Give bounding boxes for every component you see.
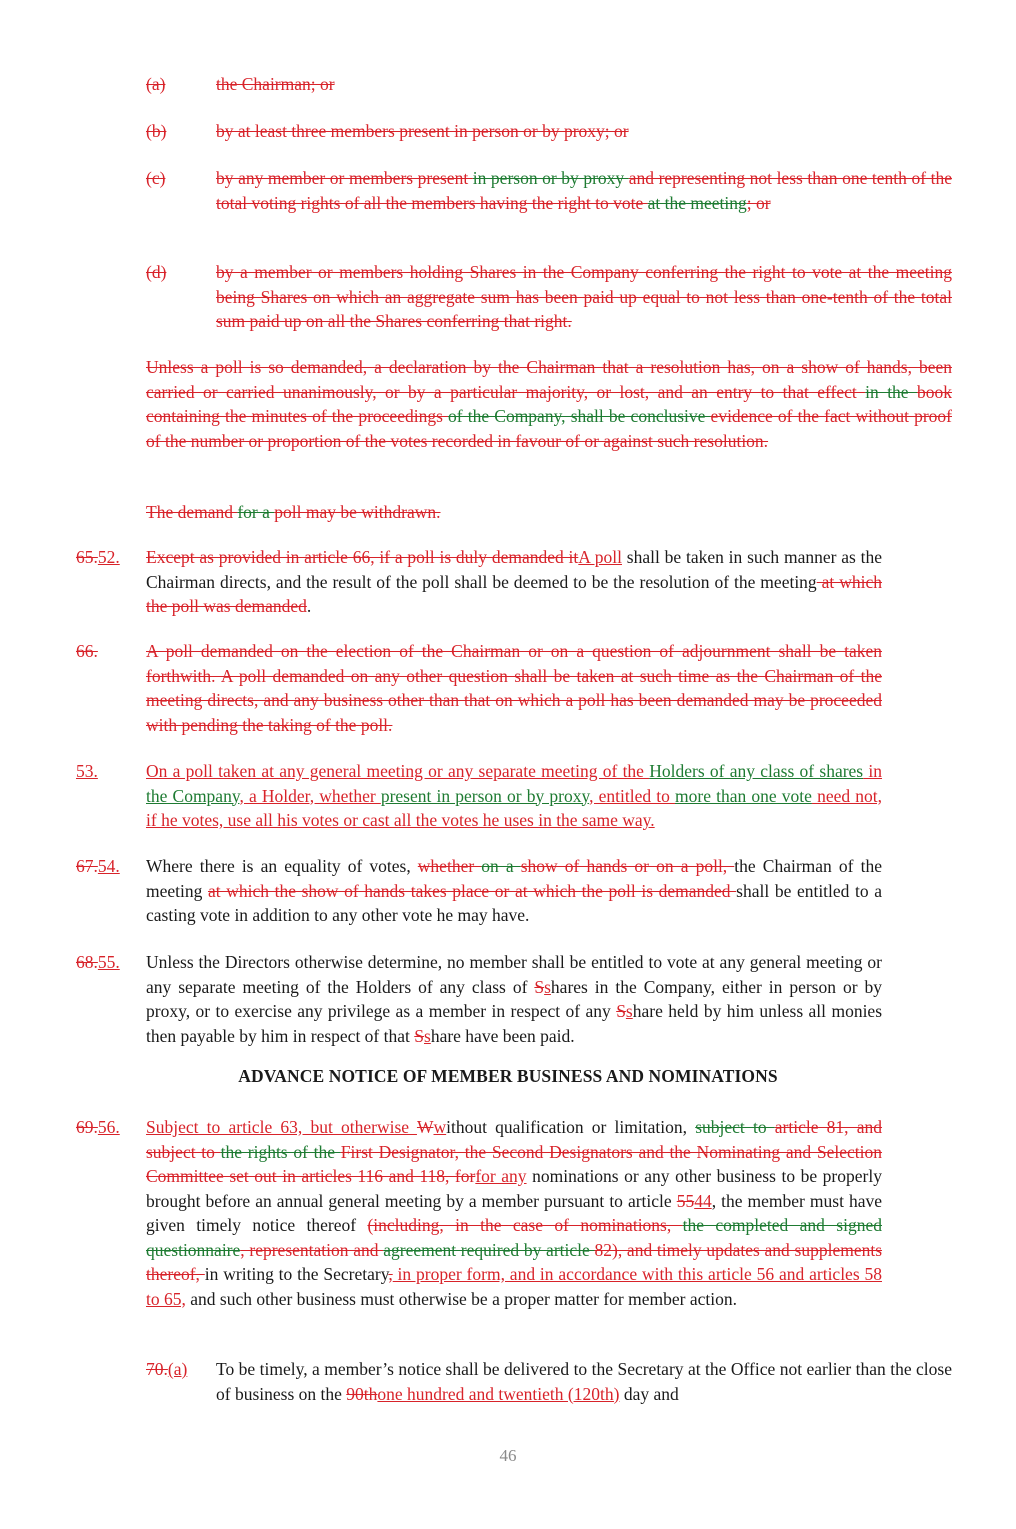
moved-text: at the meeting xyxy=(647,192,747,213)
inserted-text: need not, if he votes, use all his votes or cast all the votes he uses in the same way. xyxy=(146,785,882,830)
deleted-text: , representation and xyxy=(240,1239,384,1260)
article-52 xyxy=(76,545,882,619)
inserted-text: w xyxy=(433,1117,447,1137)
inserted-text: On a poll taken at any general meeting or any separate meeting of the xyxy=(146,761,650,781)
moved-text: for a xyxy=(237,502,275,522)
article-text: hares in the Company, either in person or by proxy, or to exercise any privilege as a member in respect of any xyxy=(146,976,882,1021)
deleted-text: at which the poll was demanded xyxy=(146,571,882,616)
moved-text: the completed and signed questionnaire xyxy=(146,1215,882,1260)
moved-text: on a xyxy=(481,856,521,876)
moved-text: the Company xyxy=(146,785,240,806)
moved-text: agreement required by article xyxy=(383,1239,595,1260)
item-label: (a) xyxy=(146,74,166,94)
deleted-text: and representing not less than one tenth of the total voting rights of all the members having the right to vote xyxy=(216,168,952,213)
deleted-text: W xyxy=(416,1117,434,1137)
old-number: 65. xyxy=(76,547,98,567)
moved-text: subject to xyxy=(695,1117,775,1137)
inserted-text: , entitled to xyxy=(589,785,676,806)
deleted-text: (including, in the case of nominations, xyxy=(367,1215,683,1235)
list-item-b xyxy=(146,119,952,144)
article-text: . xyxy=(306,596,312,616)
article-number xyxy=(76,950,120,975)
article-number xyxy=(76,545,120,570)
moved-text: in person or by proxy xyxy=(472,168,629,188)
deleted-text: ; or xyxy=(746,192,771,213)
deleted-text: poll may be withdrawn. xyxy=(274,502,441,522)
moved-text: present in person or by proxy xyxy=(380,785,590,806)
deleted-text: evidence of the fact without proof of the number or proportion of the votes recorded in favour of or against such resolution. xyxy=(146,406,952,451)
deleted-text: The demand xyxy=(146,502,238,522)
inserted-text: s xyxy=(544,976,551,997)
unless-paragraph xyxy=(146,355,952,453)
deleted-text: Unless a poll is so demanded, a declaration by the Chairman that a resolution has, on a show of hands, been carried or carried unanimously, or by a particular majority, or lost, and an entry to that effect xyxy=(146,357,952,402)
article-54 xyxy=(76,854,882,928)
item-text: by a member or members holding Shares in the Company conferring the right to vote at the meeting being Shares on which an aggregate sum has been paid up equal to not less than one-tenth of the total sum paid up on all the Shares conferring that right. xyxy=(216,262,952,331)
inserted-text: s xyxy=(625,1001,633,1021)
deleted-text: whether xyxy=(417,856,482,876)
item-label: (d) xyxy=(146,262,167,282)
article-number xyxy=(146,1357,187,1382)
list-item-a xyxy=(146,72,952,97)
old-number: 70. xyxy=(146,1359,168,1379)
old-number: 67. xyxy=(76,856,98,876)
item-text: the Chairman; or xyxy=(216,74,335,94)
demand-paragraph xyxy=(146,500,952,525)
article-53 xyxy=(76,759,882,833)
old-number: 69. xyxy=(76,1117,98,1137)
article-66-deleted xyxy=(76,639,882,737)
article-text: in writing to the Secretary xyxy=(204,1264,389,1284)
deleted-text: S xyxy=(534,976,545,997)
article-text: hare have been paid. xyxy=(430,1025,575,1046)
article-number xyxy=(76,854,120,879)
article-text: nominations or any other business to be properly brought before an annual general meeting by a member pursuant to article xyxy=(146,1166,882,1211)
article-text: , the member must have given timely notice thereof xyxy=(146,1190,882,1235)
article-text: shall be entitled to a casting vote in addition to any other vote he may have. xyxy=(146,880,883,925)
inserted-text: 44 xyxy=(694,1190,712,1211)
deleted-text: , xyxy=(388,1264,393,1284)
deleted-text: show of hands or on a poll, xyxy=(520,856,735,876)
deleted-text: 90th xyxy=(346,1383,378,1404)
new-number: 52. xyxy=(97,547,120,567)
deleted-text: First Designator, the Second Designators and the Nominating and Selection Committee set out in articles 116 and 118, for xyxy=(146,1141,883,1186)
deleted-text: book containing the minutes of the proceedings xyxy=(146,381,952,426)
deleted-text: 82), and timely updates and supplements thereof, xyxy=(146,1239,883,1284)
deleted-text: Except as provided in article 66, if a poll is duly demanded it xyxy=(146,547,579,567)
deleted-text: article 81, and subject to xyxy=(146,1117,883,1162)
deleted-text: at which the show of hands takes place or at which the poll is demanded xyxy=(207,880,737,901)
deleted-text: S xyxy=(414,1025,424,1046)
article-text: ithout qualification or limitation, xyxy=(446,1117,696,1137)
article-text: shall be taken in such manner as the Chairman directs, and the result of the poll shall be deemed to be the resolution of the meeting xyxy=(146,547,882,592)
new-number: (a) xyxy=(167,1359,188,1379)
item-label: (c) xyxy=(146,168,166,188)
article-text: and such other business must otherwise be a proper matter for member action. xyxy=(185,1288,737,1309)
page-number: 46 xyxy=(499,1446,517,1465)
article-55 xyxy=(76,950,882,1048)
new-number: 54. xyxy=(97,856,120,876)
article-number: 53. xyxy=(76,761,98,781)
inserted-text: Subject to article 63, but otherwise xyxy=(146,1117,417,1137)
list-item-d xyxy=(146,260,952,334)
article-number xyxy=(76,1115,120,1140)
moved-text: more than one vote xyxy=(675,785,812,806)
deleted-text: 55 xyxy=(676,1190,695,1211)
section-heading: ADVANCE NOTICE OF MEMBER BUSINESS AND NOMINATIONS xyxy=(238,1066,778,1086)
article-56a xyxy=(146,1357,952,1406)
moved-text: the rights of the xyxy=(220,1141,341,1162)
article-text: To be timely, a member’s notice shall be delivered to the Secretary at the Office not earlier than the close of business on the xyxy=(216,1359,952,1404)
inserted-text: , a Holder, whether xyxy=(239,785,381,806)
article-text: Unless the Directors otherwise determine, no member shall be entitled to vote at any general meeting or any separate meeting of the Holders of any class of xyxy=(146,952,882,997)
inserted-text: A poll xyxy=(578,547,622,567)
item-label: (b) xyxy=(146,121,167,141)
list-item-c xyxy=(146,166,952,215)
inserted-text: for any xyxy=(475,1166,527,1186)
old-number: 68. xyxy=(76,952,98,972)
inserted-text: s xyxy=(424,1025,431,1046)
article-text: day and xyxy=(619,1383,679,1404)
article-text: hare held by him unless all monies then payable by him in respect of that xyxy=(146,1001,883,1046)
moved-text: of the Company, shall be conclusive xyxy=(448,406,711,426)
item-text: by at least three members present in person or by proxy; or xyxy=(216,121,629,141)
deleted-text: A poll demanded on the election of the Chairman or on a question of adjournment shall be taken forthwith. A poll demanded on any other question shall be taken at such time as the Chairman of the meeting directs, and any business other than that on which a poll has been demanded may be proceeded with pending the taking of the poll. xyxy=(146,641,882,735)
new-number: 56. xyxy=(97,1117,120,1137)
inserted-text: in xyxy=(863,761,883,781)
article-text: Where there is an equality of votes, xyxy=(146,856,418,876)
article-56 xyxy=(76,1115,882,1311)
moved-text: in the xyxy=(865,381,917,402)
inserted-text: in proper form, and in accordance with this article 56 and articles 58 to 65, xyxy=(146,1264,882,1309)
deleted-text: by any member or members present xyxy=(216,168,473,188)
moved-text: Holders of any class of shares xyxy=(649,761,864,781)
article-text: the Chairman of the meeting xyxy=(146,856,882,901)
new-number: 55. xyxy=(97,952,120,972)
article-number: 66. xyxy=(76,641,98,661)
deleted-text: S xyxy=(616,1001,626,1021)
inserted-text: one hundred and twentieth (120th) xyxy=(377,1383,620,1404)
